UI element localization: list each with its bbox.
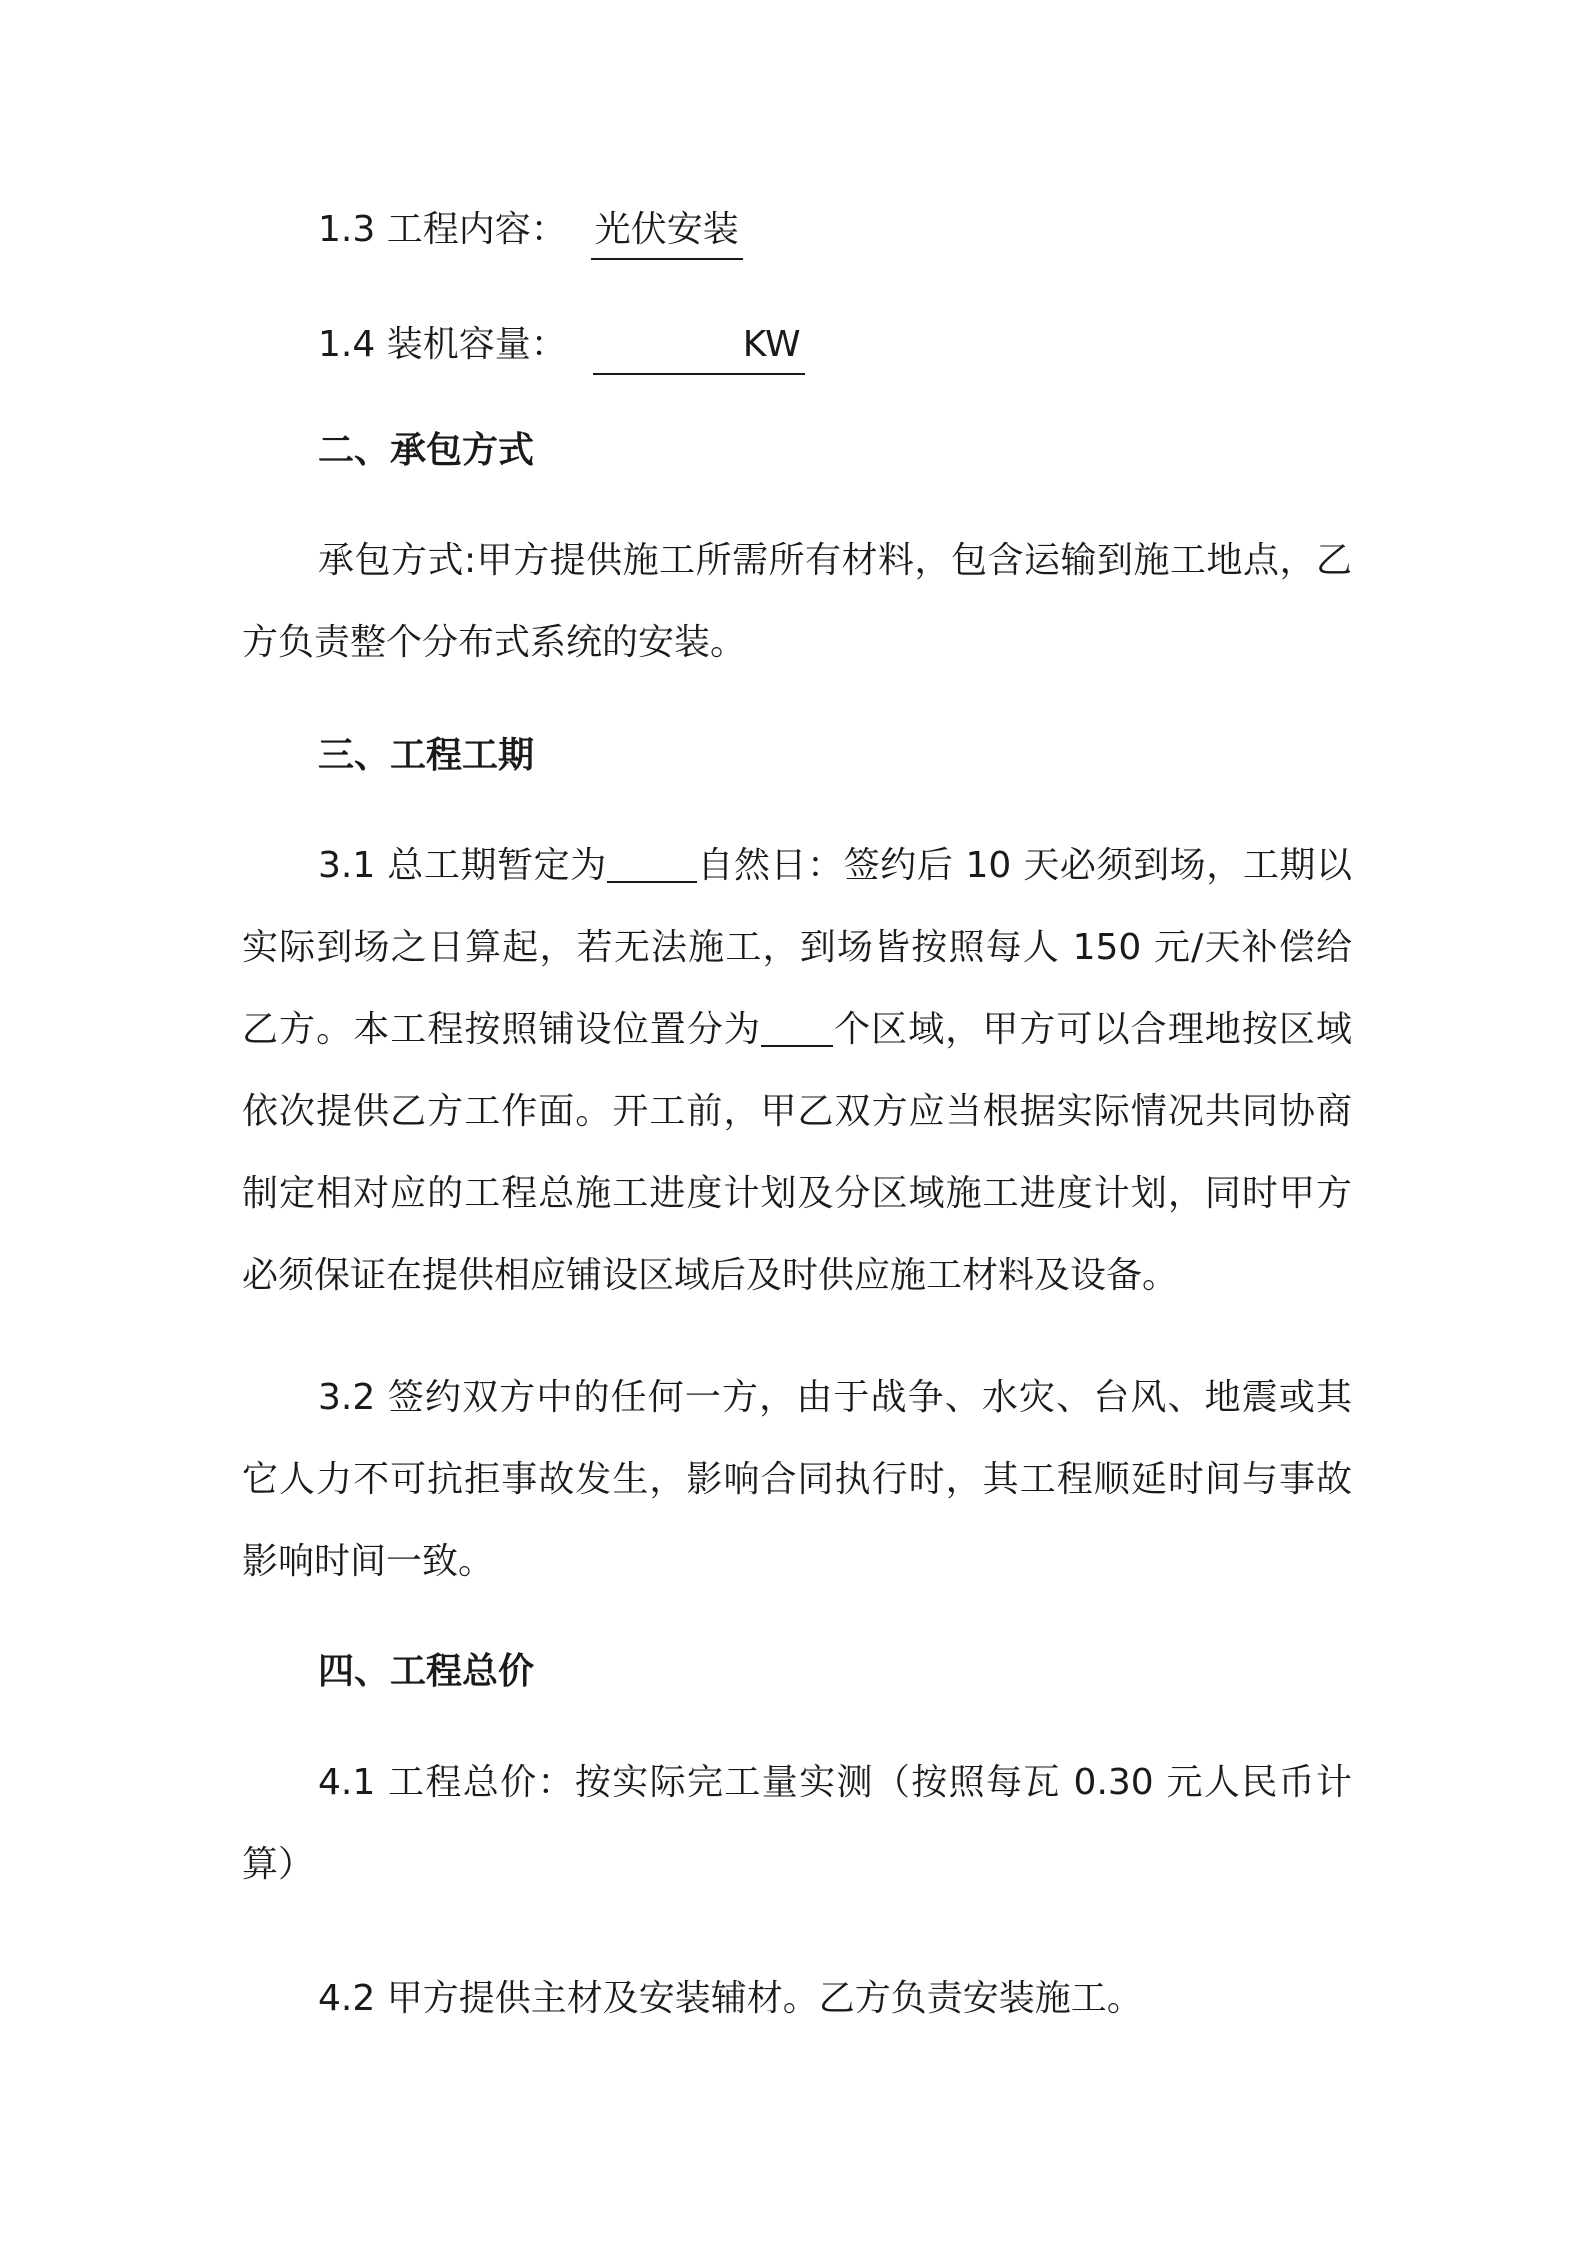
- paragraph-4-2: 4.2 甲方提供主材及安装辅材。乙方负责安装施工。: [318, 1978, 1143, 2019]
- item-1-4: [318, 325, 805, 375]
- item-1-3: [318, 210, 743, 260]
- blank-region-count: [761, 1013, 833, 1047]
- item-1-4-label: 1.4 装机容量：: [318, 324, 567, 365]
- heading-section-3: 三、工程工期: [318, 735, 535, 776]
- item-1-3-label: 1.3 工程内容：: [318, 209, 567, 250]
- heading-section-4: 四、工程总价: [318, 1651, 535, 1692]
- heading-section-2: 二、承包方式: [318, 430, 535, 471]
- paragraph-3-1-part-c: 个区域，甲方可以合理地按区域依次提供乙方工作面。开工前，甲乙双方应当根据实际情况共同协商制定相对应的工程总施工进度计划及分区域施工进度计划，同时甲方必须保证在提供相应铺设区域后及时供应施工材料及设备。: [242, 1009, 1352, 1296]
- paragraph-3-1-part-b: 自然日：签约后 10 天必须到场，工期以实际到场之日算起，若无法施工，到场皆按照每人 150 元/天补偿给乙方。本工程按照铺设位置分为: [242, 845, 1352, 1050]
- item-1-3-value: 光伏安装: [591, 210, 743, 260]
- paragraph-3-1-part-a: 3.1 总工期暂定为: [318, 845, 607, 886]
- paragraph-3-2: 3.2 签约双方中的任何一方，由于战争、水灾、台风、地震或其它人力不可抗拒事故发生，影响合同执行时，其工程顺延时间与事故影响时间一致。: [242, 1377, 1352, 1582]
- item-1-4-unit: KW: [593, 325, 805, 375]
- paragraph-3-1: [242, 825, 1352, 1317]
- paragraph-section-2: 承包方式:甲方提供施工所需所有材料，包含运输到施工地点，乙方负责整个分布式系统的安装。: [242, 540, 1352, 663]
- paragraph-4-1: 4.1 工程总价：按实际完工量实测（按照每瓦 0.30 元人民币计算）: [242, 1762, 1352, 1885]
- blank-total-days: [607, 849, 697, 883]
